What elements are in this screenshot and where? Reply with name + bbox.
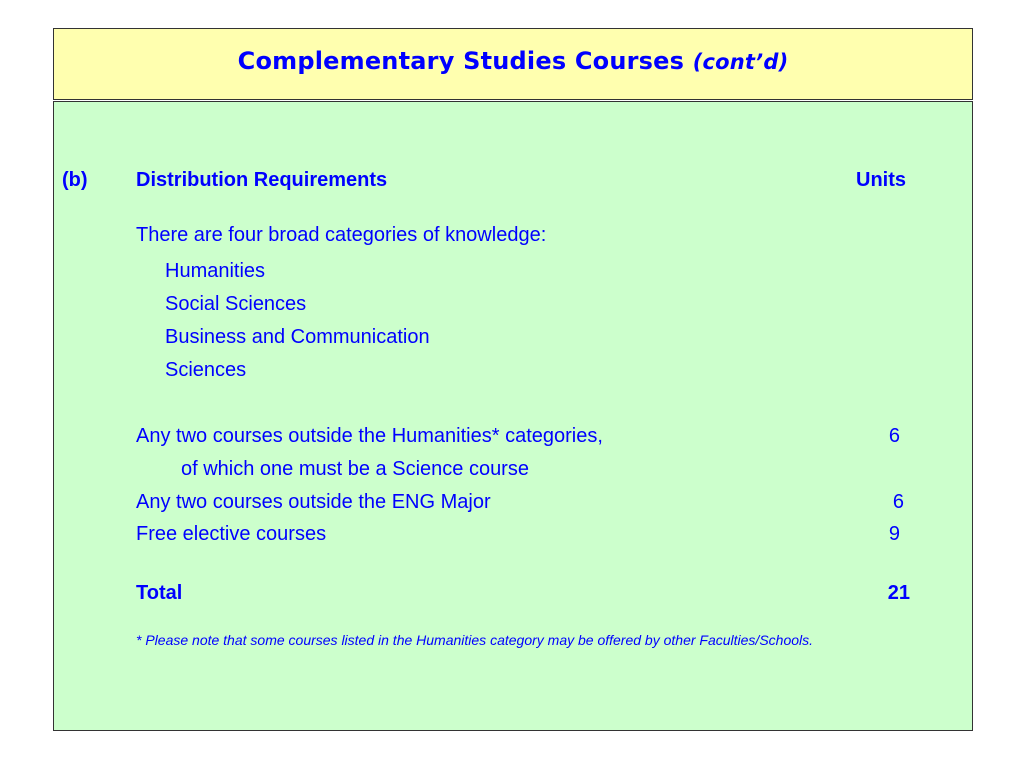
requirement-units-2: 6 [892, 491, 904, 513]
units-header: Units [856, 169, 906, 191]
category-item-humanities: Humanities [165, 260, 266, 282]
content-panel [53, 101, 973, 731]
slide-title-main: Complementary Studies Courses [237, 47, 685, 75]
category-item-business-communication: Business and Communication [165, 326, 430, 348]
requirement-note: of which one must be a Science course [181, 458, 529, 480]
requirement-label-3: Free elective courses [136, 523, 327, 545]
slide-title [238, 47, 789, 75]
section-heading: Distribution Requirements [136, 169, 388, 191]
requirement-units-3: 9 [888, 523, 900, 545]
requirement-label-2: Any two courses outside the ENG Major [136, 491, 491, 513]
intro-text: There are four broad categories of knowledge: [136, 224, 547, 246]
total-units: 21 [887, 582, 910, 604]
requirement-units-1: 6 [888, 425, 900, 447]
category-item-sciences: Sciences [165, 359, 247, 381]
requirement-label-1: Any two courses outside the Humanities* categories, [136, 425, 603, 447]
footnote: * Please note that some courses listed in the Humanities category may be offered by other Faculties/Schools. [136, 632, 814, 648]
total-label: Total [136, 582, 183, 604]
section-marker: (b) [62, 169, 88, 191]
slide-title-suffix: (cont’d) [692, 50, 789, 74]
category-item-social-sciences: Social Sciences [165, 293, 307, 315]
title-banner [53, 28, 973, 100]
